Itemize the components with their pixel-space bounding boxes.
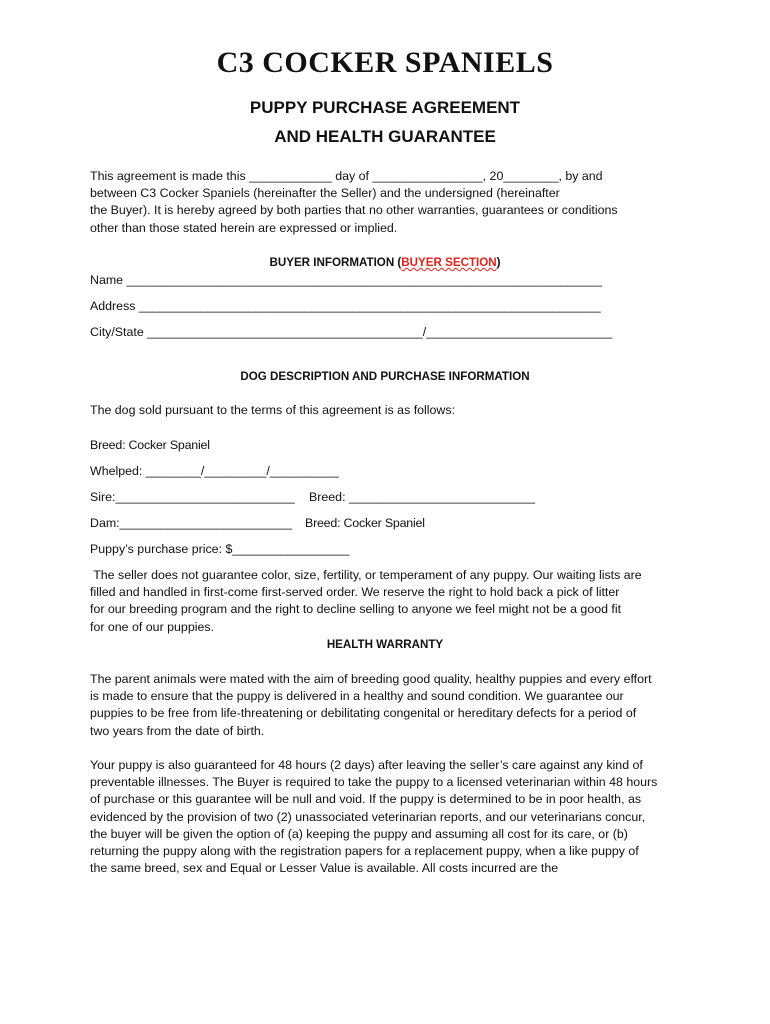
buyer-city-state-field[interactable]: City/State ________________________________________/___________________________ bbox=[90, 325, 613, 339]
health-line: puppies to be free from life-threatening or debilitating congenital or hereditary defects for a period of bbox=[90, 706, 637, 721]
document-subtitle-line1: PUPPY PURCHASE AGREEMENT bbox=[249, 98, 521, 117]
health-paragraph-2 bbox=[90, 757, 690, 877]
breed-text: Breed: Cocker Spaniel bbox=[90, 438, 210, 452]
seller-terms-line: The seller does not guarantee color, size, fertility, or temperament of any puppy. Our waiting lists are bbox=[90, 568, 642, 582]
buyer-address-field[interactable]: Address ___________________________________________________________________ bbox=[90, 299, 601, 313]
document-subtitle-line2: AND HEALTH GUARANTEE bbox=[274, 127, 496, 146]
intro-paragraph bbox=[90, 168, 690, 237]
dam-breed-text: Breed: Cocker Spaniel bbox=[305, 516, 425, 530]
health-line: the same breed, sex and Equal or Lesser Value is available. All costs incurred are the bbox=[90, 861, 559, 876]
sire-field[interactable]: Sire:__________________________ bbox=[90, 490, 295, 504]
buyer-name-field[interactable]: Name _____________________________________________________________________ bbox=[90, 273, 602, 287]
dog-intro-text: The dog sold pursuant to the terms of this agreement is as follows: bbox=[90, 403, 456, 417]
purchase-price-field[interactable]: Puppy’s purchase price: $_________________ bbox=[90, 542, 350, 556]
intro-line: This agreement is made this ____________ day of ________________, 20________, by and bbox=[90, 169, 603, 183]
seller-terms-line: filled and handled in first-come first-served order. We reserve the right to hold back a pick of litter bbox=[90, 585, 620, 600]
health-line: preventable illnesses. The Buyer is required to take the puppy to a licensed veterinarian within 48 hours bbox=[90, 775, 658, 790]
sire-breed-field[interactable]: Breed: ___________________________ bbox=[309, 490, 536, 504]
seller-terms-line: for our breeding program and the right to decline selling to anyone we feel might not be a good fit bbox=[90, 602, 622, 617]
intro-line: other than those stated herein are expressed or implied. bbox=[90, 220, 398, 235]
dog-description-heading: DOG DESCRIPTION AND PURCHASE INFORMATION bbox=[240, 370, 530, 383]
whelped-field[interactable]: Whelped: ________/_________/__________ bbox=[90, 464, 339, 478]
health-line: evidenced by the provision of two (2) unassociated veterinarian reports, and our veterinarians concur, bbox=[90, 809, 646, 824]
buyer-heading-prefix: BUYER INFORMATION ( bbox=[269, 256, 402, 269]
buyer-information-heading bbox=[0, 256, 770, 269]
intro-line: between C3 Cocker Spaniels (hereinafter the Seller) and the undersigned (hereinafter bbox=[90, 186, 560, 201]
health-line: two years from the date of birth. bbox=[90, 723, 265, 738]
seller-terms-paragraph bbox=[90, 567, 690, 636]
intro-line: the Buyer). It is hereby agreed by both parties that no other warranties, guarantees or conditions bbox=[90, 203, 618, 218]
health-warranty-heading: HEALTH WARRANTY bbox=[326, 638, 444, 651]
health-line: Your puppy is also guaranteed for 48 hours (2 days) after leaving the seller’s care against any kind of bbox=[90, 758, 643, 772]
health-line: of purchase or this guarantee will be null and void. If the puppy is determined to be in poor health, as bbox=[90, 792, 642, 807]
health-line: returning the puppy along with the registration papers for a replacement puppy, when a like puppy of bbox=[90, 844, 639, 859]
buyer-section-label: BUYER SECTION bbox=[401, 256, 497, 269]
dam-field[interactable]: Dam:_________________________ bbox=[90, 516, 292, 530]
health-line: the buyer will be given the option of (a) keeping the puppy and assuming all cost for its care, or (b) bbox=[90, 826, 628, 841]
health-paragraph-1 bbox=[90, 671, 690, 740]
health-line: The parent animals were mated with the aim of breeding good quality, healthy puppies and every effort bbox=[90, 672, 652, 686]
buyer-heading-suffix: ) bbox=[496, 256, 501, 269]
document-title: C3 COCKER SPANIELS bbox=[216, 46, 554, 79]
seller-terms-line: for one of our puppies. bbox=[90, 619, 214, 634]
health-line: is made to ensure that the puppy is delivered in a healthy and sound condition. We guarantee our bbox=[90, 689, 624, 704]
